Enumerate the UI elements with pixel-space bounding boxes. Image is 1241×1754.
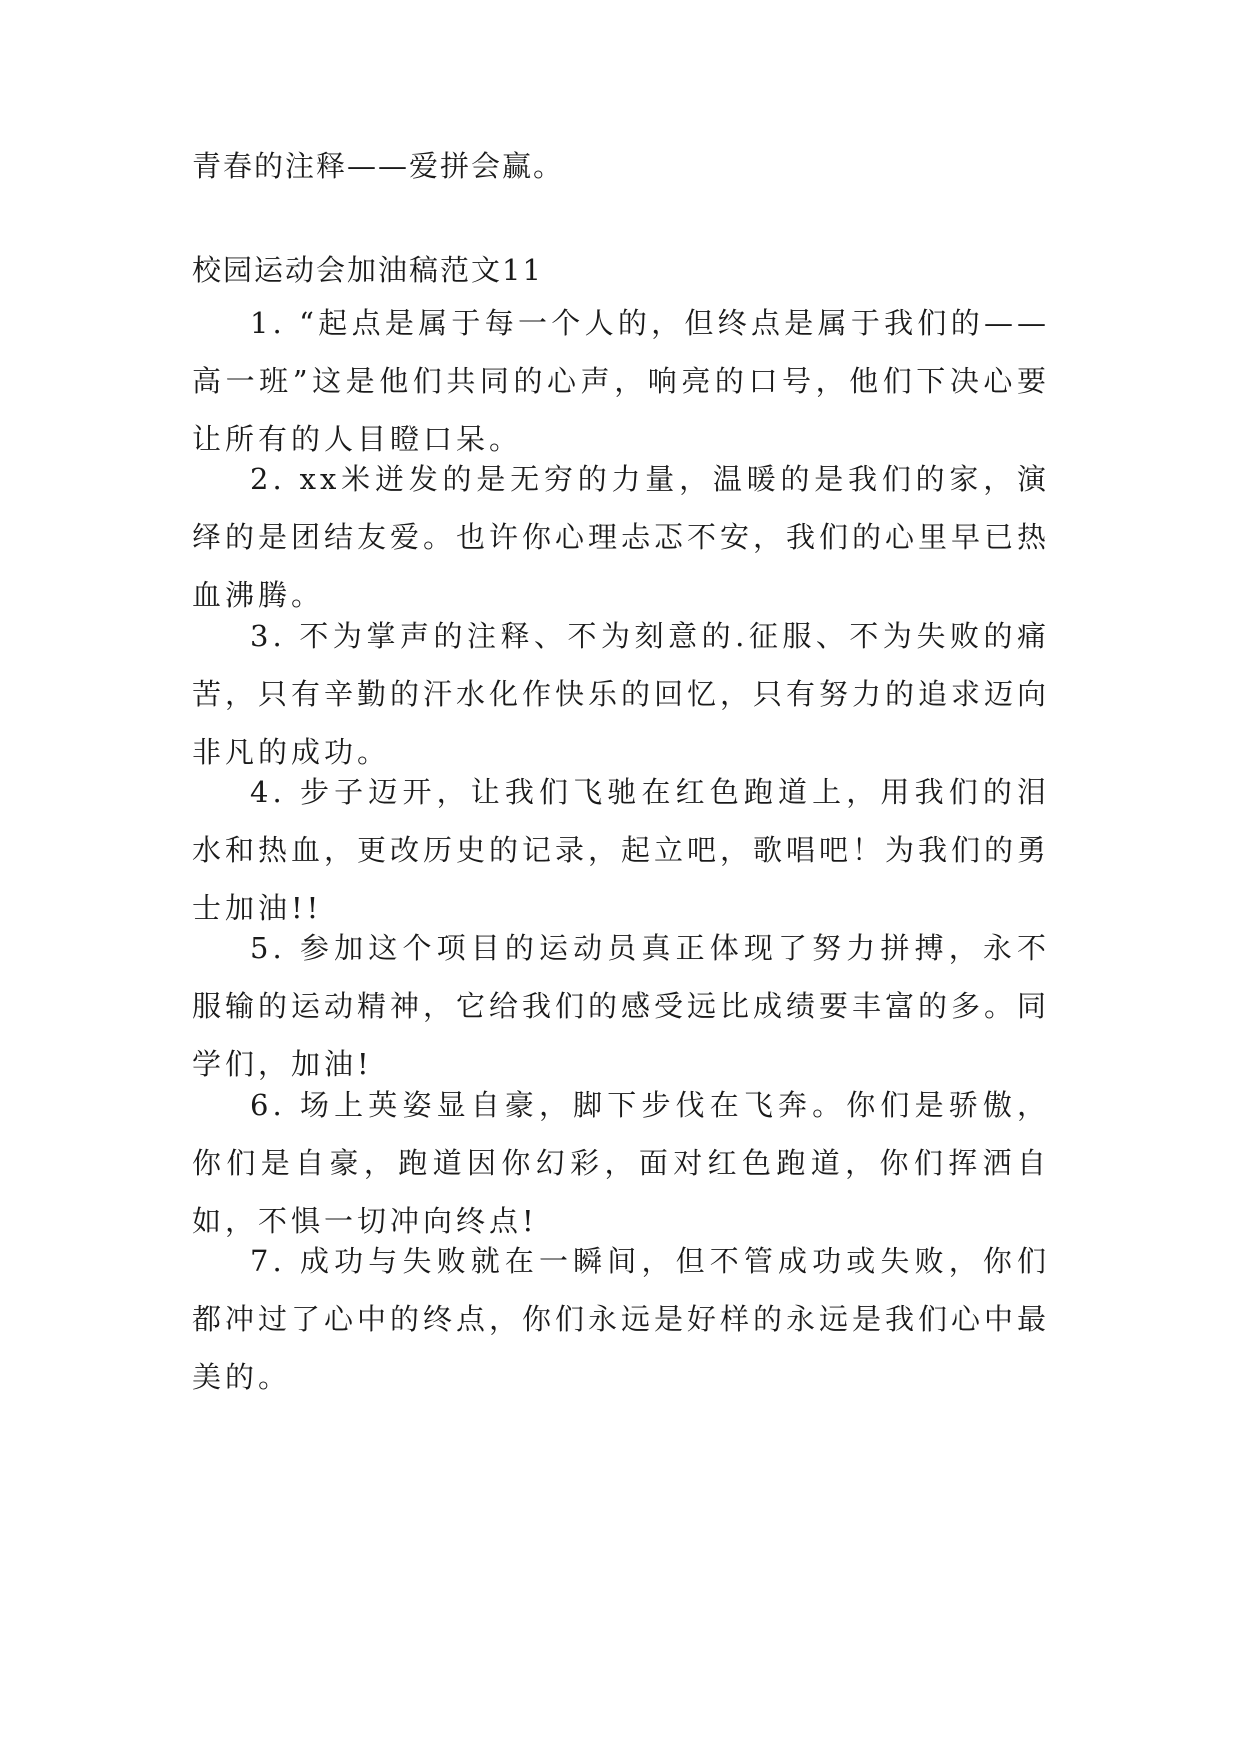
paragraph-5: 5. 参加这个项目的运动员真正体现了努力拼搏，永不服输的运动精神，它给我们的感受远比成绩要丰富的多。同学们，加油! bbox=[192, 931, 1051, 1081]
paragraph-1: 1. “起点是属于每一个人的，但终点是属于我们的——高一班”这是他们共同的心声，响亮的口号，他们下决心要让所有的人目瞪口呆。 bbox=[192, 306, 1050, 456]
paragraph-2: 2. xx米迸发的是无穷的力量，温暖的是我们的家，演绎的是团结友爱。也许你心理忐忑不安，我们的心里早已热血沸腾。 bbox=[192, 462, 1051, 612]
paragraph-7: 7. 成功与失败就在一瞬间，但不管成功或失败，你们都冲过了心中的终点，你们永远是好样的永远是我们心中最美的。 bbox=[192, 1244, 1051, 1394]
opening-line: 青春的注释——爱拼会赢。 bbox=[192, 149, 565, 183]
paragraph-3: 3. 不为掌声的注释、不为刻意的.征服、不为失败的痛苦，只有辛勤的汗水化作快乐的回忆，只有努力的追求迈向非凡的成功。 bbox=[192, 619, 1051, 769]
paragraph-6: 6. 场上英姿显自豪，脚下步伐在飞奔。你们是骄傲，你们是自豪，跑道因你幻彩，面对红色跑道，你们挥洒自如，不惧一切冲向终点! bbox=[192, 1088, 1050, 1238]
section-title: 校园运动会加油稿范文11 bbox=[192, 253, 543, 287]
paragraph-4: 4. 步子迈开，让我们飞驰在红色跑道上，用我们的泪水和热血，更改历史的记录，起立吧，歌唱吧！为我们的勇士加油!! bbox=[192, 775, 1051, 925]
